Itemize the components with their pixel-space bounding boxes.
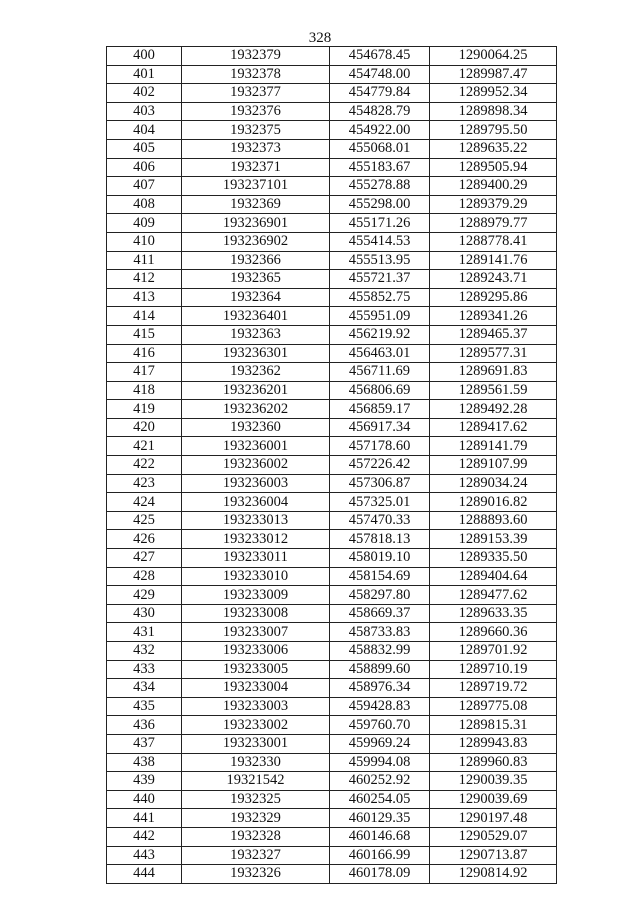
point-id-cell: 193236401: [182, 307, 330, 326]
table-row: [107, 660, 557, 679]
row-index-cell: 415: [107, 325, 182, 344]
row-index-cell: 410: [107, 232, 182, 251]
point-id-cell: 193236004: [182, 493, 330, 512]
row-index-cell: 430: [107, 604, 182, 623]
y-coordinate-cell: 1289987.47: [430, 65, 557, 84]
table-row: [107, 381, 557, 400]
row-index-cell: 417: [107, 363, 182, 382]
y-coordinate-cell: 1290713.87: [430, 846, 557, 865]
point-id-cell: 1932326: [182, 865, 330, 884]
row-index-cell: 412: [107, 270, 182, 289]
point-id-cell: 193233005: [182, 660, 330, 679]
row-index-cell: 408: [107, 195, 182, 214]
point-id-cell: 1932364: [182, 288, 330, 307]
row-index-cell: 405: [107, 139, 182, 158]
point-id-cell: 1932362: [182, 363, 330, 382]
coordinates-table-body: [107, 47, 557, 884]
y-coordinate-cell: 1289107.99: [430, 456, 557, 475]
point-id-cell: 1932371: [182, 158, 330, 177]
table-row: [107, 511, 557, 530]
point-id-cell: 1932365: [182, 270, 330, 289]
row-index-cell: 404: [107, 121, 182, 140]
table-row: [107, 679, 557, 698]
row-index-cell: 431: [107, 623, 182, 642]
x-coordinate-cell: 457178.60: [330, 437, 430, 456]
row-index-cell: 443: [107, 846, 182, 865]
x-coordinate-cell: 459969.24: [330, 734, 430, 753]
table-row: [107, 325, 557, 344]
row-index-cell: 434: [107, 679, 182, 698]
y-coordinate-cell: 1289016.82: [430, 493, 557, 512]
row-index-cell: 422: [107, 456, 182, 475]
y-coordinate-cell: 1289465.37: [430, 325, 557, 344]
x-coordinate-cell: 455852.75: [330, 288, 430, 307]
row-index-cell: 440: [107, 790, 182, 809]
y-coordinate-cell: 1289141.76: [430, 251, 557, 270]
table-row: [107, 47, 557, 66]
x-coordinate-cell: 455171.26: [330, 214, 430, 233]
row-index-cell: 407: [107, 177, 182, 196]
page-number: 328: [308, 30, 332, 46]
point-id-cell: 193233006: [182, 642, 330, 661]
x-coordinate-cell: 458976.34: [330, 679, 430, 698]
row-index-cell: 409: [107, 214, 182, 233]
point-id-cell: 193233013: [182, 511, 330, 530]
x-coordinate-cell: 458899.60: [330, 660, 430, 679]
table-row: [107, 530, 557, 549]
x-coordinate-cell: 456711.69: [330, 363, 430, 382]
table-row: [107, 642, 557, 661]
table-row: [107, 493, 557, 512]
table-row: [107, 102, 557, 121]
y-coordinate-cell: 1289719.72: [430, 679, 557, 698]
x-coordinate-cell: 455278.88: [330, 177, 430, 196]
y-coordinate-cell: 1289561.59: [430, 381, 557, 400]
point-id-cell: 1932378: [182, 65, 330, 84]
x-coordinate-cell: 456463.01: [330, 344, 430, 363]
y-coordinate-cell: 1289400.29: [430, 177, 557, 196]
x-coordinate-cell: 460252.92: [330, 772, 430, 791]
row-index-cell: 442: [107, 827, 182, 846]
row-index-cell: 406: [107, 158, 182, 177]
table-row: [107, 251, 557, 270]
x-coordinate-cell: 454922.00: [330, 121, 430, 140]
row-index-cell: 444: [107, 865, 182, 884]
row-index-cell: 432: [107, 642, 182, 661]
point-id-cell: 193236202: [182, 400, 330, 419]
y-coordinate-cell: 1289691.83: [430, 363, 557, 382]
point-id-cell: 193233011: [182, 549, 330, 568]
point-id-cell: 193236201: [182, 381, 330, 400]
x-coordinate-cell: 457818.13: [330, 530, 430, 549]
x-coordinate-cell: 458733.83: [330, 623, 430, 642]
point-id-cell: 193233008: [182, 604, 330, 623]
table-row: [107, 716, 557, 735]
x-coordinate-cell: 455298.00: [330, 195, 430, 214]
table-row: [107, 623, 557, 642]
row-index-cell: 441: [107, 809, 182, 828]
y-coordinate-cell: 1289710.19: [430, 660, 557, 679]
row-index-cell: 411: [107, 251, 182, 270]
point-id-cell: 193233012: [182, 530, 330, 549]
x-coordinate-cell: 458019.10: [330, 549, 430, 568]
y-coordinate-cell: 1289633.35: [430, 604, 557, 623]
coordinates-table: [106, 46, 557, 884]
x-coordinate-cell: 455721.37: [330, 270, 430, 289]
x-coordinate-cell: 457226.42: [330, 456, 430, 475]
row-index-cell: 403: [107, 102, 182, 121]
y-coordinate-cell: 1289505.94: [430, 158, 557, 177]
row-index-cell: 419: [107, 400, 182, 419]
table-row: [107, 232, 557, 251]
row-index-cell: 424: [107, 493, 182, 512]
y-coordinate-cell: 1289341.26: [430, 307, 557, 326]
point-id-cell: 193233004: [182, 679, 330, 698]
table-row: [107, 65, 557, 84]
x-coordinate-cell: 455183.67: [330, 158, 430, 177]
row-index-cell: 435: [107, 697, 182, 716]
row-index-cell: 400: [107, 47, 182, 66]
point-id-cell: 193236001: [182, 437, 330, 456]
table-row: [107, 214, 557, 233]
table-row: [107, 121, 557, 140]
y-coordinate-cell: 1289335.50: [430, 549, 557, 568]
row-index-cell: 425: [107, 511, 182, 530]
table-row: [107, 846, 557, 865]
point-id-cell: 1932376: [182, 102, 330, 121]
x-coordinate-cell: 455513.95: [330, 251, 430, 270]
x-coordinate-cell: 460254.05: [330, 790, 430, 809]
x-coordinate-cell: 457470.33: [330, 511, 430, 530]
table-row: [107, 195, 557, 214]
x-coordinate-cell: 459428.83: [330, 697, 430, 716]
point-id-cell: 193236301: [182, 344, 330, 363]
point-id-cell: 1932369: [182, 195, 330, 214]
x-coordinate-cell: 457325.01: [330, 493, 430, 512]
table-row: [107, 363, 557, 382]
x-coordinate-cell: 456806.69: [330, 381, 430, 400]
x-coordinate-cell: 460129.35: [330, 809, 430, 828]
table-row: [107, 418, 557, 437]
point-id-cell: 1932327: [182, 846, 330, 865]
table-row: [107, 456, 557, 475]
row-index-cell: 426: [107, 530, 182, 549]
row-index-cell: 423: [107, 474, 182, 493]
y-coordinate-cell: 1289943.83: [430, 734, 557, 753]
row-index-cell: 428: [107, 567, 182, 586]
x-coordinate-cell: 455951.09: [330, 307, 430, 326]
table-row: [107, 827, 557, 846]
x-coordinate-cell: 458669.37: [330, 604, 430, 623]
table-row: [107, 753, 557, 772]
x-coordinate-cell: 454748.00: [330, 65, 430, 84]
y-coordinate-cell: 1289417.62: [430, 418, 557, 437]
table-row: [107, 288, 557, 307]
y-coordinate-cell: 1289660.36: [430, 623, 557, 642]
point-id-cell: 193233010: [182, 567, 330, 586]
table-row: [107, 697, 557, 716]
point-id-cell: 1932377: [182, 84, 330, 103]
y-coordinate-cell: 1289295.86: [430, 288, 557, 307]
row-index-cell: 402: [107, 84, 182, 103]
y-coordinate-cell: 1289795.50: [430, 121, 557, 140]
x-coordinate-cell: 460146.68: [330, 827, 430, 846]
point-id-cell: 193236003: [182, 474, 330, 493]
row-index-cell: 429: [107, 586, 182, 605]
x-coordinate-cell: 457306.87: [330, 474, 430, 493]
point-id-cell: 193233002: [182, 716, 330, 735]
y-coordinate-cell: 1289034.24: [430, 474, 557, 493]
table-row: [107, 84, 557, 103]
y-coordinate-cell: 1289960.83: [430, 753, 557, 772]
y-coordinate-cell: 1289701.92: [430, 642, 557, 661]
point-id-cell: 193236902: [182, 232, 330, 251]
point-id-cell: 1932325: [182, 790, 330, 809]
x-coordinate-cell: 454779.84: [330, 84, 430, 103]
point-id-cell: 19321542: [182, 772, 330, 791]
x-coordinate-cell: 456859.17: [330, 400, 430, 419]
y-coordinate-cell: 1289404.64: [430, 567, 557, 586]
point-id-cell: 1932379: [182, 47, 330, 66]
y-coordinate-cell: 1289635.22: [430, 139, 557, 158]
y-coordinate-cell: 1289898.34: [430, 102, 557, 121]
x-coordinate-cell: 460178.09: [330, 865, 430, 884]
x-coordinate-cell: 455414.53: [330, 232, 430, 251]
point-id-cell: 1932366: [182, 251, 330, 270]
point-id-cell: 1932375: [182, 121, 330, 140]
row-index-cell: 414: [107, 307, 182, 326]
x-coordinate-cell: 458154.69: [330, 567, 430, 586]
row-index-cell: 418: [107, 381, 182, 400]
point-id-cell: 193236002: [182, 456, 330, 475]
row-index-cell: 438: [107, 753, 182, 772]
x-coordinate-cell: 459994.08: [330, 753, 430, 772]
x-coordinate-cell: 454678.45: [330, 47, 430, 66]
y-coordinate-cell: 1288778.41: [430, 232, 557, 251]
y-coordinate-cell: 1290197.48: [430, 809, 557, 828]
x-coordinate-cell: 454828.79: [330, 102, 430, 121]
table-row: [107, 158, 557, 177]
table-row: [107, 474, 557, 493]
x-coordinate-cell: 459760.70: [330, 716, 430, 735]
y-coordinate-cell: 1289243.71: [430, 270, 557, 289]
row-index-cell: 437: [107, 734, 182, 753]
y-coordinate-cell: 1289492.28: [430, 400, 557, 419]
y-coordinate-cell: 1289153.39: [430, 530, 557, 549]
x-coordinate-cell: 456917.34: [330, 418, 430, 437]
y-coordinate-cell: 1289952.34: [430, 84, 557, 103]
table-row: [107, 307, 557, 326]
table-row: [107, 586, 557, 605]
y-coordinate-cell: 1288893.60: [430, 511, 557, 530]
y-coordinate-cell: 1289379.29: [430, 195, 557, 214]
row-index-cell: 436: [107, 716, 182, 735]
table-row: [107, 139, 557, 158]
table-row: [107, 177, 557, 196]
table-row: [107, 549, 557, 568]
point-id-cell: 1932363: [182, 325, 330, 344]
row-index-cell: 433: [107, 660, 182, 679]
table-row: [107, 790, 557, 809]
x-coordinate-cell: 458297.80: [330, 586, 430, 605]
table-row: [107, 809, 557, 828]
table-row: [107, 344, 557, 363]
table-row: [107, 400, 557, 419]
y-coordinate-cell: 1288979.77: [430, 214, 557, 233]
point-id-cell: 1932330: [182, 753, 330, 772]
table-row: [107, 604, 557, 623]
point-id-cell: 193233001: [182, 734, 330, 753]
y-coordinate-cell: 1289141.79: [430, 437, 557, 456]
point-id-cell: 1932360: [182, 418, 330, 437]
table-row: [107, 270, 557, 289]
point-id-cell: 193233009: [182, 586, 330, 605]
y-coordinate-cell: 1289815.31: [430, 716, 557, 735]
x-coordinate-cell: 460166.99: [330, 846, 430, 865]
table-row: [107, 772, 557, 791]
x-coordinate-cell: 455068.01: [330, 139, 430, 158]
y-coordinate-cell: 1290529.07: [430, 827, 557, 846]
point-id-cell: 1932373: [182, 139, 330, 158]
point-id-cell: 193237101: [182, 177, 330, 196]
table-row: [107, 734, 557, 753]
y-coordinate-cell: 1289577.31: [430, 344, 557, 363]
table-row: [107, 567, 557, 586]
row-index-cell: 427: [107, 549, 182, 568]
point-id-cell: 193236901: [182, 214, 330, 233]
y-coordinate-cell: 1290039.35: [430, 772, 557, 791]
point-id-cell: 1932329: [182, 809, 330, 828]
row-index-cell: 401: [107, 65, 182, 84]
point-id-cell: 1932328: [182, 827, 330, 846]
table-row: [107, 437, 557, 456]
y-coordinate-cell: 1289775.08: [430, 697, 557, 716]
row-index-cell: 416: [107, 344, 182, 363]
x-coordinate-cell: 456219.92: [330, 325, 430, 344]
point-id-cell: 193233003: [182, 697, 330, 716]
y-coordinate-cell: 1290064.25: [430, 47, 557, 66]
row-index-cell: 413: [107, 288, 182, 307]
row-index-cell: 421: [107, 437, 182, 456]
y-coordinate-cell: 1290039.69: [430, 790, 557, 809]
y-coordinate-cell: 1289477.62: [430, 586, 557, 605]
row-index-cell: 439: [107, 772, 182, 791]
y-coordinate-cell: 1290814.92: [430, 865, 557, 884]
point-id-cell: 193233007: [182, 623, 330, 642]
x-coordinate-cell: 458832.99: [330, 642, 430, 661]
table-row: [107, 865, 557, 884]
row-index-cell: 420: [107, 418, 182, 437]
